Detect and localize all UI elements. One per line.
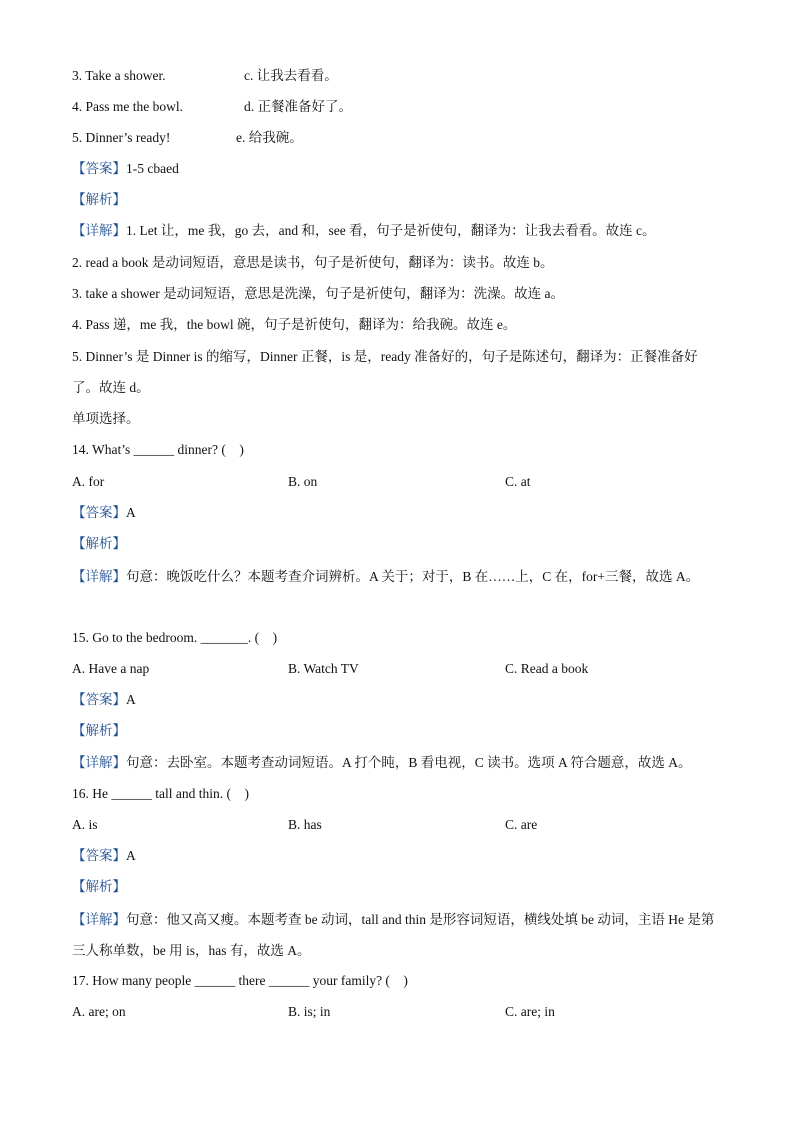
question-stem: 14. What’s ______ dinner? ( ) (72, 442, 244, 457)
option-c: C. at (505, 474, 531, 489)
section-title: 单项选择。 (72, 411, 140, 426)
detail-text: 句意：他又高又瘦。本题考查 be 动词，tall and thin 是形容词短语，横线处填 be 动词，主语 He 是第三人称单数，be 用 is，has 有，故选 A。 (72, 912, 715, 958)
answer-line (72, 847, 136, 865)
detail-tag: 【详解】 (72, 755, 126, 770)
answer-tag: 【答案】 (72, 161, 126, 176)
answer-text: A (126, 505, 136, 520)
option-c: C. Read a book (505, 661, 589, 676)
analysis-line (72, 878, 126, 896)
detail-text: 1. Let 让，me 我，go 去，and 和，see 看，句子是祈使句，翻译为：让我去看看。故连 c。 (126, 223, 656, 238)
analysis-line (72, 535, 126, 553)
answer-text: A (126, 848, 136, 863)
option-b: B. on (288, 474, 318, 489)
option-b: B. Watch TV (288, 661, 359, 676)
option-c: C. are; in (505, 1004, 555, 1019)
option-a: A. are; on (72, 1004, 126, 1019)
analysis-line (72, 722, 126, 740)
analysis-tag: 【解析】 (72, 879, 126, 894)
answer-text: A (126, 692, 136, 707)
question-stem: 15. Go to the bedroom. _______. ( ) (72, 630, 278, 645)
analysis-tag: 【解析】 (72, 192, 126, 207)
analysis-tag: 【解析】 (72, 536, 126, 551)
option-b: B. has (288, 817, 322, 832)
detail-line (72, 222, 655, 240)
analysis-line (72, 191, 126, 209)
detail-line: 3. take a shower 是动词短语，意思是洗澡，句子是祈使句，翻译为：洗澡。故连 a。 (72, 286, 564, 301)
match-row (72, 67, 338, 85)
answer-text: 1-5 cbaed (126, 161, 179, 176)
detail-tag: 【详解】 (72, 223, 126, 238)
detail-tag: 【详解】 (72, 912, 126, 927)
option-c: C. are (505, 817, 538, 832)
answer-line (72, 504, 136, 522)
detail-tag: 【详解】 (72, 569, 126, 584)
match-row (72, 129, 303, 147)
option-a: A. is (72, 817, 98, 832)
answer-tag: 【答案】 (72, 692, 126, 707)
match-chinese: c. 让我去看看。 (244, 68, 338, 83)
match-english: 4. Pass me the bowl. (72, 99, 183, 114)
match-chinese: d. 正餐准备好了。 (244, 99, 352, 114)
detail-line (72, 561, 722, 592)
question-stem: 16. He ______ tall and thin. ( ) (72, 786, 249, 801)
option-a: A. Have a nap (72, 661, 150, 676)
match-chinese: e. 给我碗。 (236, 130, 303, 145)
detail-text: 句意：晚饭吃什么？本题考查介词辨析。A 关于；对于，B 在……上，C 在，for+三餐，故选 A。 (126, 569, 700, 584)
question-stem: 17. How many people ______ there ______ your family? ( ) (72, 973, 408, 988)
answer-tag: 【答案】 (72, 848, 126, 863)
detail-line: 5. Dinner’s 是 Dinner is 的缩写，Dinner 正餐，is 是，ready 准备好的，句子是陈述句，翻译为：正餐准备好了。故连 d。 (72, 349, 698, 395)
answer-line (72, 160, 179, 178)
option-b: B. is; in (288, 1004, 331, 1019)
detail-line: 4. Pass 递，me 我，the bowl 碗，句子是祈使句，翻译为：给我碗。故连 e。 (72, 317, 517, 332)
detail-line: 2. read a book 是动词短语，意思是读书，句子是祈使句，翻译为：读书。故连 b。 (72, 255, 554, 270)
detail-line (72, 754, 692, 772)
match-english: 5. Dinner’s ready! (72, 130, 171, 145)
detail-text: 句意：去卧室。本题考查动词短语。A 打个盹，B 看电视，C 读书。选项 A 符合题意，故选 A。 (126, 755, 692, 770)
match-row (72, 98, 352, 116)
answer-line (72, 691, 136, 709)
answer-tag: 【答案】 (72, 505, 126, 520)
option-a: A. for (72, 474, 105, 489)
detail-line (72, 904, 722, 966)
match-english: 3. Take a shower. (72, 68, 166, 83)
analysis-tag: 【解析】 (72, 723, 126, 738)
